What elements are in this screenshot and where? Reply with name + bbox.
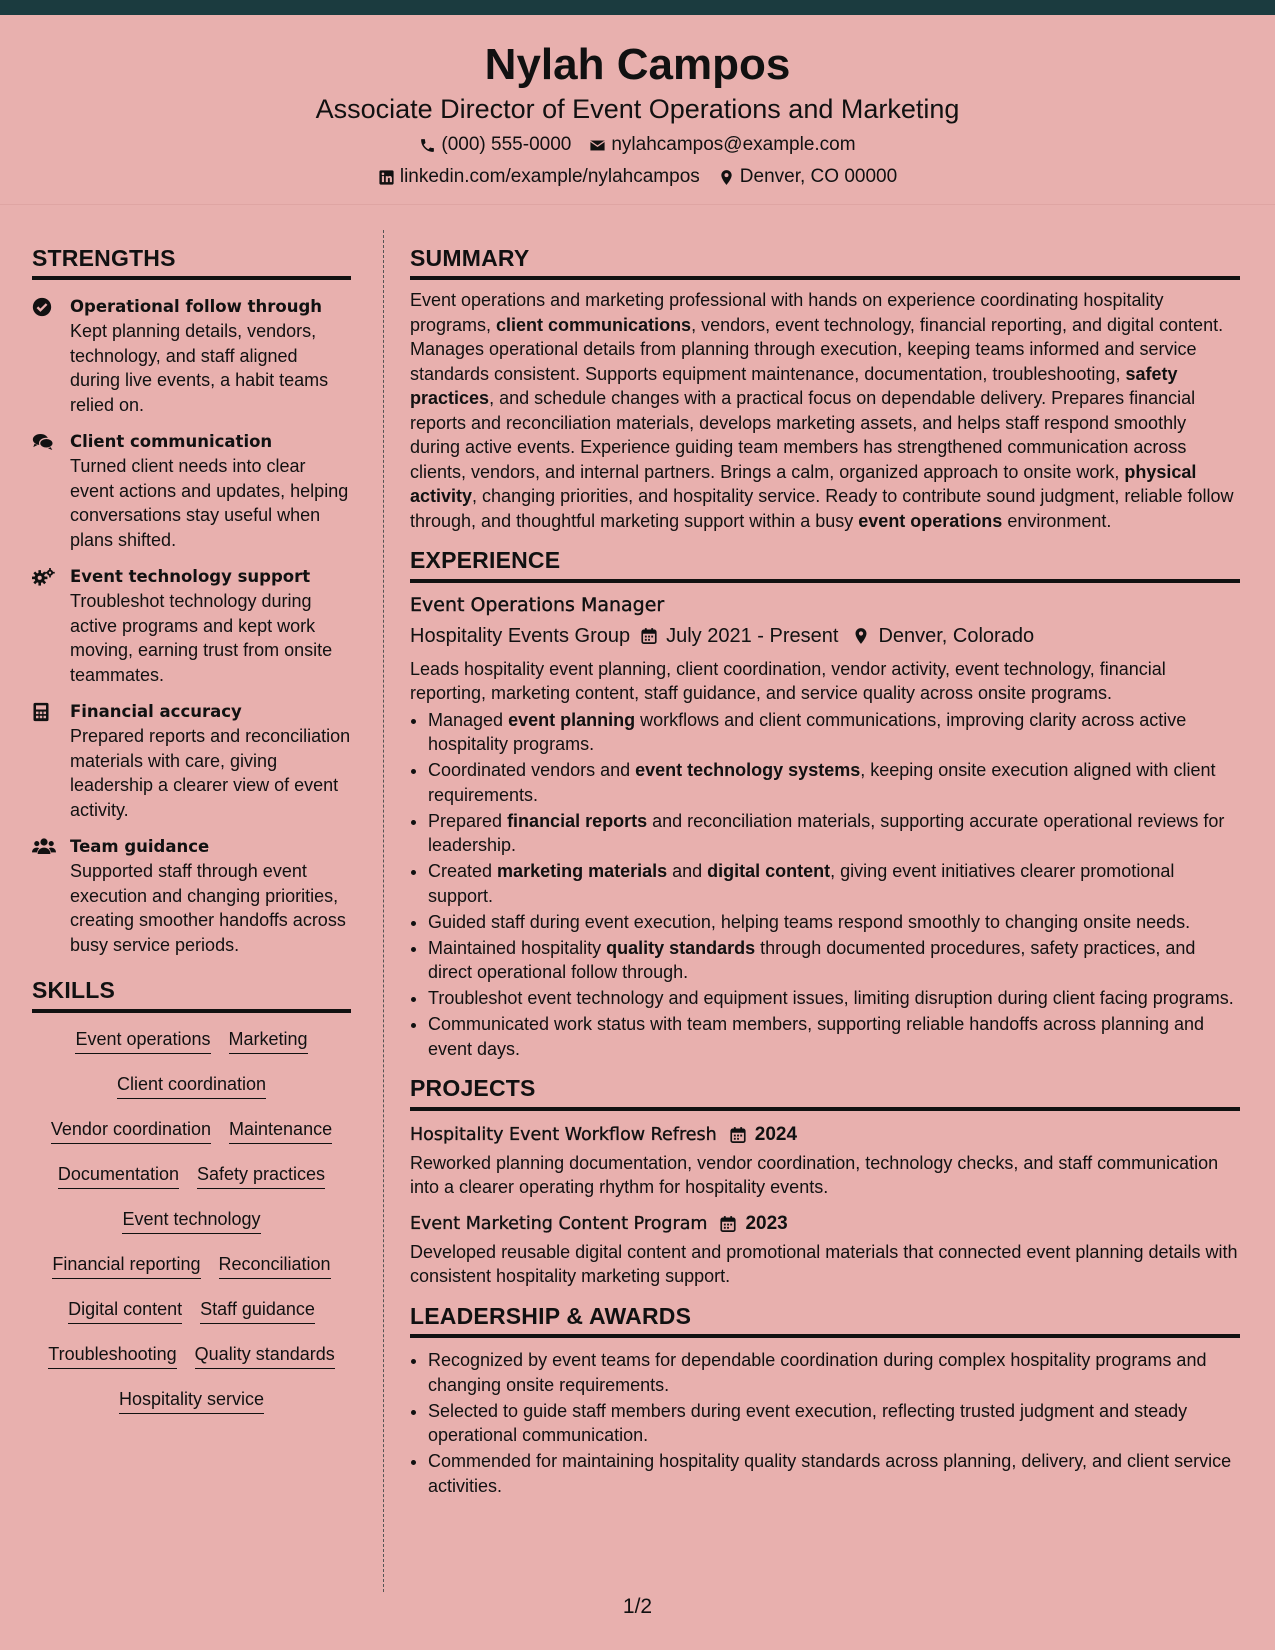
skill-tag: Event operations [75, 1027, 210, 1054]
project-title: Hospitality Event Workflow Refresh [410, 1124, 717, 1145]
text-segment: and [667, 861, 708, 882]
skill-row [68, 1297, 315, 1342]
skill-row [58, 1162, 325, 1207]
candidate-name: Nylah Campos [484, 40, 791, 89]
bold-keyword: event planning [508, 709, 636, 730]
skill-tag: Documentation [58, 1162, 179, 1189]
strength-desc: Troubleshot technology during active programs and kept work moving, earning trust from onsite teammates. [70, 591, 333, 685]
project-title: Event Marketing Content Program [410, 1213, 708, 1234]
envelope-icon [589, 137, 606, 154]
skill-tag: Quality standards [195, 1342, 335, 1369]
summary-text [410, 288, 1240, 533]
users-icon [32, 834, 56, 957]
skills-heading: SKILLS [32, 977, 351, 1012]
bold-keyword: event technology systems [635, 760, 861, 781]
skill-tag: Event technology [122, 1207, 260, 1234]
projects-heading: PROJECTS [410, 1075, 1240, 1110]
contact-row-2 [0, 167, 1275, 188]
skill-row [117, 1072, 266, 1117]
job-dates-text: July 2021 - Present [666, 624, 839, 647]
strength-title: Event technology support [70, 567, 311, 587]
skill-tag: Staff guidance [200, 1297, 315, 1324]
skills-list [32, 1027, 351, 1432]
leadership-section [410, 1303, 1240, 1498]
project-desc: Developed reusable digital content and promotional materials that connected event planning details with consistent hospitality marketing support. [410, 1241, 1238, 1287]
job-bullet [428, 809, 1240, 858]
project-header [410, 1121, 1240, 1149]
map-pin-icon [852, 627, 870, 645]
resume-header [0, 15, 1275, 205]
job-bullet [428, 708, 1240, 757]
leadership-item: • Commended for maintaining hospitality quality standards across planning, delivery, and client service activities. [428, 1449, 1240, 1498]
job-company: Hospitality Events Group [410, 624, 631, 647]
job-bullet [428, 859, 1240, 908]
location-contact [718, 167, 897, 188]
candidate-title: Associate Director of Event Operations and Marketing [315, 94, 960, 124]
bold-keyword: client communications [496, 314, 692, 335]
text-segment: Guided staff during event execution, helping teams respond smoothly to changing onsite needs. [428, 911, 1191, 932]
skill-tag: Safety practices [197, 1162, 325, 1189]
project-item [410, 1210, 1240, 1289]
skill-tag: Vendor coordination [51, 1117, 211, 1144]
skill-tag: Financial reporting [52, 1252, 200, 1279]
bold-keyword: event operations [858, 510, 1003, 531]
text-segment: Prepared [428, 810, 508, 831]
text-segment: , giving event initiatives clearer promotional support. [428, 861, 1175, 906]
top-accent-bar [0, 0, 1275, 15]
project-year-text: 2023 [745, 1212, 788, 1234]
strength-body [70, 294, 351, 417]
leadership-item: • Selected to guide staff members during event execution, reflecting trusted judgment and steady operational communication. [428, 1399, 1240, 1448]
gears-icon [32, 564, 56, 687]
leadership-heading: LEADERSHIP & AWARDS [410, 1303, 1240, 1338]
text-segment: Coordinated vendors and [428, 760, 636, 781]
projects-section [410, 1075, 1240, 1288]
phone-contact [419, 135, 571, 156]
text-segment: , and schedule changes with a practical focus on dependable delivery. Prepares financial reports and reconciliation materials, develops marketing assets, and helps staff respond smoothly during active events. Experience guiding team members has strengthened communication across clients, vendors, and internal partners. Brings a calm, organized approach to onsite work, [410, 388, 1196, 482]
phone-icon [419, 137, 436, 154]
bold-keyword: safety practices [410, 363, 1178, 409]
skill-row [122, 1207, 260, 1252]
leadership-list [410, 1348, 1240, 1498]
text-segment: through documented procedures, safety practices, and direct operational follow through. [428, 937, 1196, 983]
strengths-list [32, 294, 351, 957]
skill-tag: Maintenance [229, 1117, 332, 1144]
strength-item [32, 564, 351, 687]
job-dates [640, 621, 838, 651]
project-desc: Reworked planning documentation, vendor coordination, technology checks, and staff communication into a clearer operating rhythm for hospitality events. [410, 1152, 1219, 1198]
strength-title: Team guidance [70, 837, 210, 857]
skill-tag: Hospitality service [119, 1387, 264, 1414]
job-bullets [410, 708, 1240, 1062]
page-number: 1/2 [622, 1595, 653, 1618]
strength-body [70, 564, 351, 687]
text-segment: , vendors, event technology, financial reporting, and digital content. Manages operational details from planning through execution, keeping teams informed and service standards consistent. Supports equipment maintenance, documentation, troubleshooting, [410, 314, 1224, 384]
bold-keyword: physical activity [410, 461, 1197, 507]
project-year [729, 1121, 797, 1149]
strength-body [70, 834, 351, 957]
skill-tag: Troubleshooting [48, 1342, 176, 1369]
text-segment: Communicated work status with team members, supporting reliable handoffs across planning and event days. [428, 1014, 1205, 1059]
contact-row-1 [0, 135, 1275, 156]
job-bullet [428, 758, 1240, 807]
calendar-icon [719, 1215, 737, 1233]
location-text: Denver, CO 00000 [739, 166, 898, 187]
text-segment: Created [428, 861, 498, 882]
check-circle-icon [32, 294, 56, 417]
text-segment: Troubleshot event technology and equipment issues, limiting disruption during client facing programs. [428, 988, 1234, 1009]
linkedin-text: linkedin.com/example/nylahcampos [399, 166, 700, 187]
strength-desc: Turned client needs into clear event actions and updates, helping conversations stay useful when plans shifted. [70, 456, 349, 550]
email-text: nylahcampos@example.com [611, 134, 856, 155]
text-segment: , keeping onsite execution aligned with client requirements. [428, 760, 1216, 805]
job-bullet [428, 986, 1240, 1011]
strength-desc: Supported staff through event execution and changing priorities, creating smoother handoffs across busy service periods. [70, 861, 346, 955]
column-divider [383, 230, 384, 1592]
skill-tag: Reconciliation [219, 1252, 331, 1279]
calculator-icon [32, 699, 56, 822]
job-location [852, 621, 1034, 651]
strength-item [32, 429, 351, 552]
right-column [410, 245, 1240, 1500]
strength-item [32, 834, 351, 957]
strength-body [70, 699, 351, 822]
linkedin-icon [378, 169, 395, 186]
text-segment: Managed [428, 709, 509, 730]
calendar-icon [640, 627, 658, 645]
strength-desc: Kept planning details, vendors, technology, and staff aligned during live events, a habit teams relied on. [70, 321, 329, 415]
header-divider [0, 204, 1275, 205]
bold-keyword: marketing materials [497, 861, 668, 882]
strength-body [70, 429, 351, 552]
skill-row [51, 1117, 332, 1162]
job-bullet [428, 910, 1240, 935]
skill-row [119, 1387, 264, 1432]
job-bullet [428, 936, 1240, 985]
text-segment: , changing priorities, and hospitality service. Ready to contribute sound judgment, reliable follow through, and thoughtful marketing support within a busy [410, 486, 1234, 531]
project-year-text: 2024 [754, 1123, 798, 1145]
skill-tag: Digital content [68, 1297, 182, 1324]
job-location-text: Denver, Colorado [878, 624, 1035, 647]
text-segment: environment. [1002, 510, 1112, 531]
strength-desc: Prepared reports and reconciliation materials with care, giving leadership a clearer view of event activity. [70, 726, 351, 820]
strength-item [32, 294, 351, 417]
strength-item [32, 699, 351, 822]
text-segment: workflows and client communications, improving clarity across active hospitality programs. [428, 709, 1187, 755]
linkedin-contact[interactable] [378, 167, 700, 188]
summary-heading: SUMMARY [410, 245, 1240, 280]
text-segment: Maintained hospitality [428, 937, 607, 958]
left-column [32, 245, 351, 1432]
leadership-item: • Recognized by event teams for dependable coordination during complex hospitality programs and changing onsite requirements. [428, 1348, 1240, 1397]
skill-row [52, 1252, 330, 1297]
strength-title: Operational follow through [70, 297, 323, 317]
text-segment: Event operations and marketing professional with hands on experience coordinating hospitality programs, [410, 290, 1164, 335]
skill-tag: Client coordination [117, 1072, 266, 1099]
skill-tag: Marketing [229, 1027, 308, 1054]
bold-keyword: digital content [707, 861, 831, 882]
comments-icon [32, 429, 56, 552]
job-title: Event Operations Manager [410, 593, 665, 616]
bold-keyword: financial reports [507, 810, 648, 831]
job-intro: Leads hospitality event planning, client coordination, vendor activity, event technology, financial reporting, marketing content, staff guidance, and service quality across onsite programs. [410, 658, 1166, 704]
projects-list [410, 1121, 1240, 1289]
skill-row [75, 1027, 307, 1072]
text-segment: and reconciliation materials, supporting accurate operational reviews for leadership. [428, 810, 1225, 856]
skill-row [48, 1342, 335, 1387]
strengths-heading: STRENGTHS [32, 245, 351, 280]
bold-keyword: quality standards [606, 937, 756, 958]
project-year [719, 1210, 787, 1238]
project-header [410, 1210, 1240, 1238]
calendar-icon [729, 1126, 747, 1144]
experience-heading: EXPERIENCE [410, 547, 1240, 582]
job-meta [410, 621, 1240, 651]
project-item [410, 1121, 1240, 1200]
experience-section [410, 547, 1240, 1061]
job-bullet [428, 1012, 1240, 1061]
strength-title: Client communication [70, 432, 273, 452]
skills-section [32, 977, 351, 1431]
map-pin-icon [718, 169, 735, 186]
phone-text: (000) 555-0000 [441, 134, 572, 155]
strength-title: Financial accuracy [70, 702, 242, 722]
email-contact[interactable] [589, 135, 855, 156]
